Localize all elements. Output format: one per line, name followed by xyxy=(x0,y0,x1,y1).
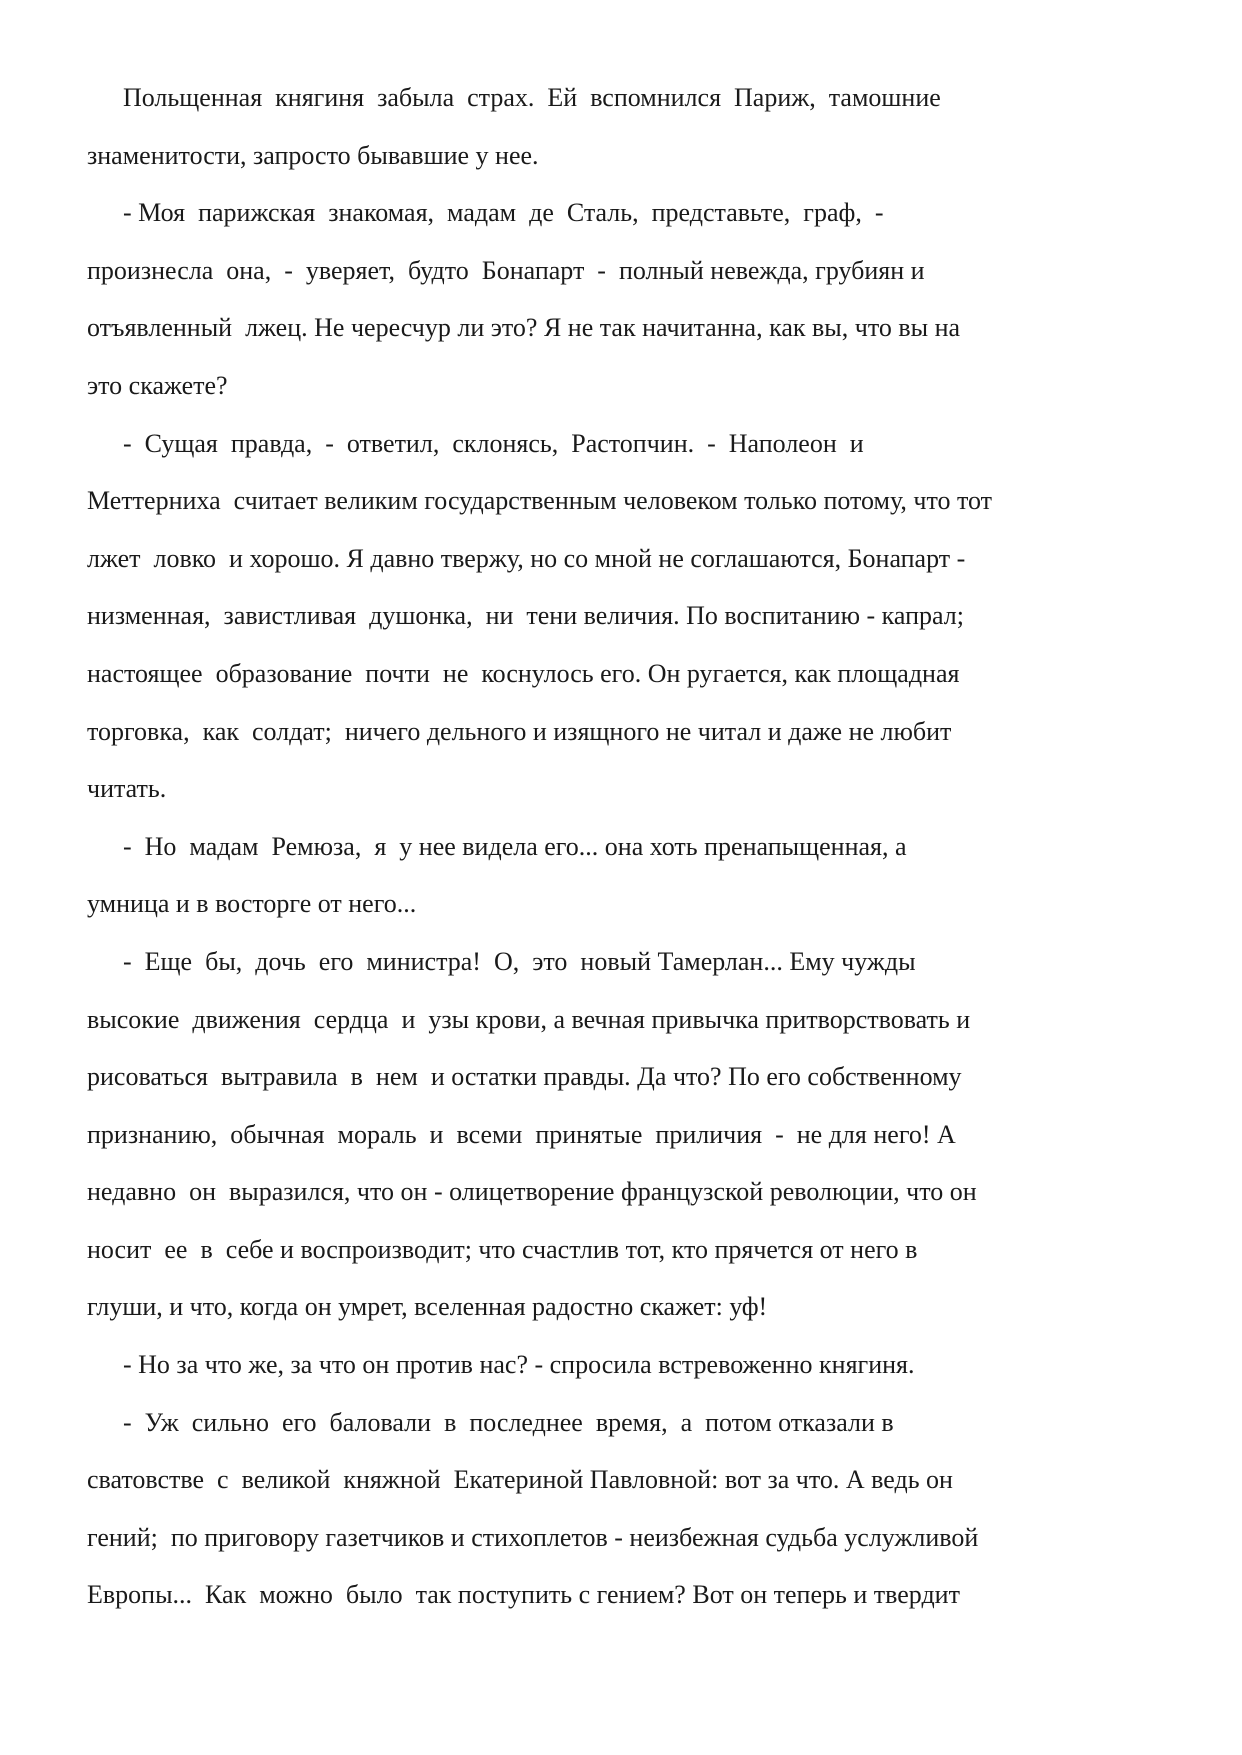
text-line: Европы... Как можно было так поступить с гением? Вот он теперь и твердит xyxy=(87,1580,960,1610)
text-line: носит ее в себе и воспроизводит; что счастлив тот, кто прячется от него в xyxy=(87,1234,918,1264)
text-line: - Но за что же, за что он против нас? - спросила встревоженно княгиня. xyxy=(123,1350,915,1380)
text-line: - Сущая правда, - ответил, склонясь, Растопчин. - Наполеон и xyxy=(123,428,864,458)
text-line: Меттерниха считает великим государственным человеком только потому, что тот xyxy=(87,486,993,516)
text-line: читать. xyxy=(87,774,167,804)
text-line: отъявленный лжец. Не чересчур ли это? Я не так начитанна, как вы, что вы на xyxy=(87,313,961,343)
text-line: высокие движения сердца и узы крови, а вечная привычка притворствовать и xyxy=(87,1004,971,1034)
text-line: торговка, как солдат; ничего дельного и изящного не читал и даже не любит xyxy=(87,716,952,746)
text-line: - Еще бы, дочь его министра! О, это новый Тамерлан... Ему чужды xyxy=(123,946,916,976)
text-line: - Уж сильно его баловали в последнее время, а потом отказали в xyxy=(123,1407,894,1437)
text-line: это скажете? xyxy=(87,370,228,400)
text-line: низменная, завистливая душонка, ни тени величия. По воспитанию - капрал; xyxy=(87,601,964,631)
text-line: рисоваться вытравила в нем и остатки правды. Да что? По его собственному xyxy=(87,1062,962,1092)
text-line: - Но мадам Ремюза, я у нее видела его... она хоть пренапыщенная, а xyxy=(123,831,907,861)
text-line: - Моя парижская знакомая, мадам де Сталь, представьте, граф, - xyxy=(123,198,884,228)
body-text xyxy=(87,78,1167,1633)
text-line: глуши, и что, когда он умрет, вселенная радостно скажет: уф! xyxy=(87,1292,768,1322)
text-line: умница и в восторге от него... xyxy=(87,889,417,919)
text-line: знаменитости, запросто бывавшие у нее. xyxy=(87,140,539,170)
text-line: лжет ловко и хорошо. Я давно твержу, но со мной не соглашаются, Бонапарт - xyxy=(87,543,966,573)
text-line: Польщенная княгиня забыла страх. Ей вспомнился Париж, тамошние xyxy=(123,83,941,112)
text-line: настоящее образование почти не коснулось его. Он ругается, как площадная xyxy=(87,658,960,688)
text-line: произнесла она, - уверяет, будто Бонапарт - полный невежда, грубиян и xyxy=(87,255,925,285)
text-line: сватовстве с великой княжной Екатериной Павловной: вот за что. А ведь он xyxy=(87,1465,953,1495)
text-line: признанию, обычная мораль и всеми принятые приличия - не для него! А xyxy=(87,1119,956,1149)
text-line: недавно он выразился, что он - олицетворение французской революции, что он xyxy=(87,1177,977,1207)
text-line: гений; по приговору газетчиков и стихоплетов - неизбежная судьба услужливой xyxy=(87,1522,979,1552)
